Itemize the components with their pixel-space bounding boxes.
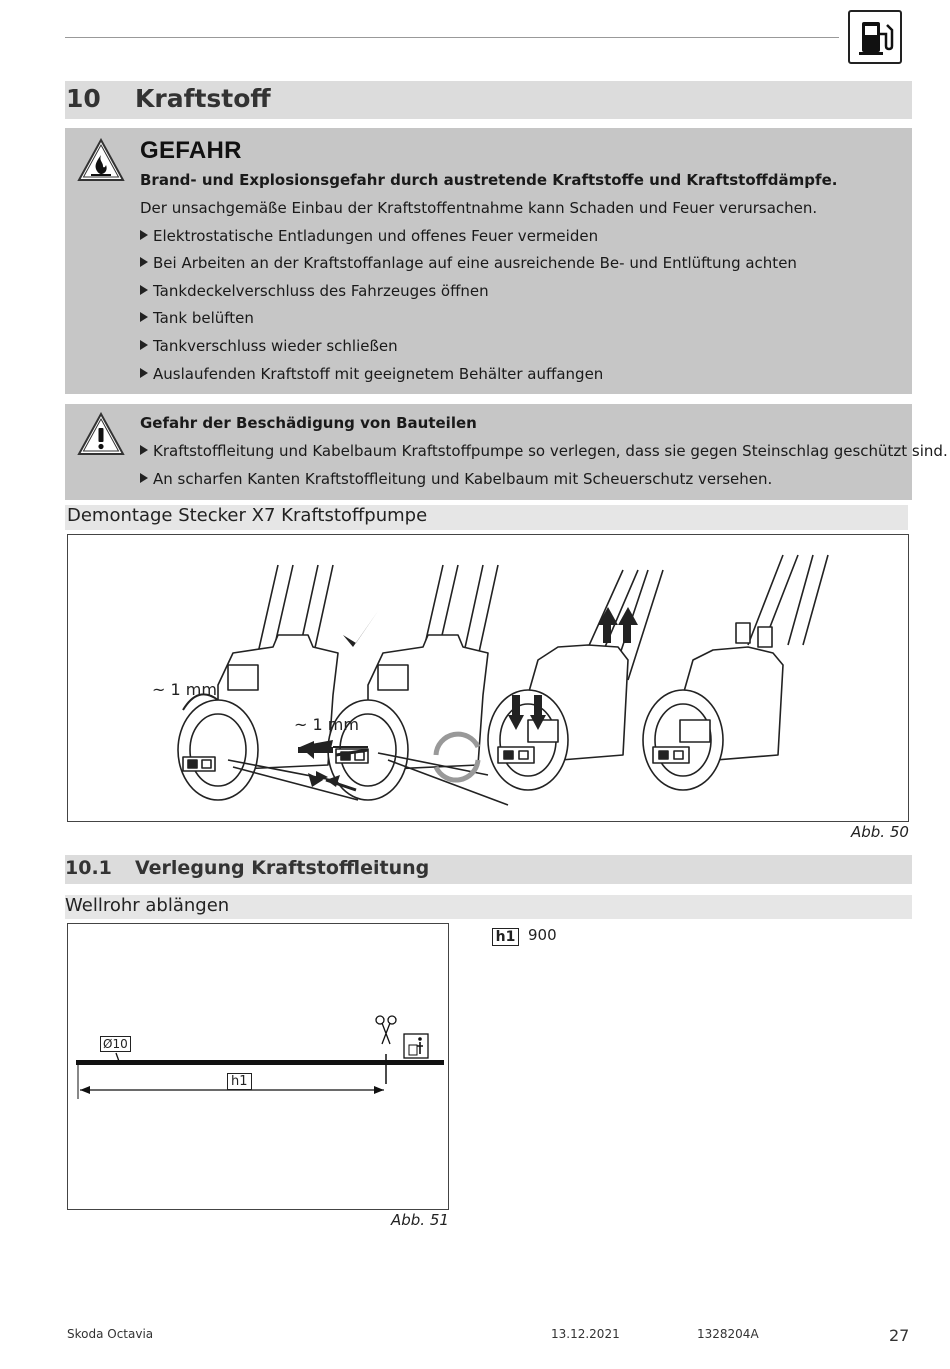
- subsection-title: Verlegung Kraftstoffleitung: [135, 857, 430, 879]
- param-value: 900: [528, 926, 557, 944]
- danger-item: Tankverschluss wieder schließen: [140, 337, 398, 355]
- danger-intro: Der unsachgemäße Einbau der Kraftstoffentnahme kann Schaden und Feuer verursachen.: [140, 199, 818, 217]
- diameter-label: Ø10: [100, 1036, 131, 1052]
- trash-bin-icon: [404, 1034, 428, 1058]
- danger-notice: [65, 128, 912, 394]
- fuel-pump-icon: [848, 10, 902, 64]
- bullet-triangle-icon: [140, 368, 148, 378]
- chapter-number: 10: [66, 84, 101, 113]
- footer-doc-id: 1328204A: [697, 1327, 759, 1341]
- fire-warning-icon: [77, 138, 125, 186]
- danger-item: Tankdeckelverschluss des Fahrzeuges öffnen: [140, 282, 489, 300]
- param-key: h1: [492, 928, 519, 946]
- exclamation-warning-icon: [77, 412, 125, 460]
- footer-date: 13.12.2021: [551, 1327, 620, 1341]
- gap-label-a: ~ 1 mm: [152, 680, 217, 699]
- subsection-number: 10.1: [65, 857, 112, 879]
- chapter-title: Kraftstoff: [135, 84, 271, 113]
- chapter-heading: [65, 81, 912, 119]
- bullet-triangle-icon: [140, 340, 148, 350]
- bullet-triangle-icon: [140, 230, 148, 240]
- gap-label-b: ~ 1 mm: [294, 715, 359, 734]
- danger-item: Tank belüften: [140, 309, 254, 327]
- warning-heading: Gefahr der Beschädigung von Bauteilen: [140, 414, 477, 432]
- danger-subheading: Brand- und Explosionsgefahr durch austretende Kraftstoffe und Kraftstoffdämpfe.: [140, 171, 838, 189]
- figure-caption: Abb. 50: [851, 823, 909, 841]
- page-number: 27: [889, 1326, 910, 1345]
- bullet-triangle-icon: [140, 445, 148, 455]
- figure-title: Demontage Stecker X7 Kraftstoffpumpe: [65, 505, 908, 530]
- footer-vehicle: Skoda Octavia: [67, 1327, 154, 1341]
- warning-item: Kraftstoffleitung und Kabelbaum Kraftstoffpumpe so verlegen, dass sie gegen Steinschlag geschützt sind.: [140, 442, 948, 460]
- header-rule: [65, 37, 839, 38]
- length-label: h1: [227, 1073, 252, 1090]
- scissors-icon: [376, 1016, 396, 1044]
- tube-cut-diagram: [68, 924, 448, 1209]
- subsection-heading: [65, 855, 912, 884]
- danger-heading: GEFAHR: [140, 137, 242, 164]
- bullet-triangle-icon: [140, 285, 148, 295]
- bullet-triangle-icon: [140, 473, 148, 483]
- connector-illustration: [68, 535, 908, 821]
- figure-title: Wellrohr ablängen: [65, 895, 912, 919]
- bullet-triangle-icon: [140, 257, 148, 267]
- warning-item: An scharfen Kanten Kraftstoffleitung und Kabelbaum mit Scheuerschutz versehen.: [140, 470, 772, 488]
- corrugated-tube-figure: [67, 923, 449, 1210]
- danger-item: Auslaufenden Kraftstoff mit geeignetem Behälter auffangen: [140, 365, 603, 383]
- danger-item: Bei Arbeiten an der Kraftstoffanlage auf eine ausreichende Be- und Entlüftung achten: [140, 254, 797, 272]
- warning-notice: [65, 404, 948, 500]
- danger-item: Elektrostatische Entladungen und offenes Feuer vermeiden: [140, 227, 598, 245]
- bullet-triangle-icon: [140, 312, 148, 322]
- figure-caption: Abb. 51: [391, 1211, 449, 1229]
- connector-removal-figure: [67, 534, 909, 822]
